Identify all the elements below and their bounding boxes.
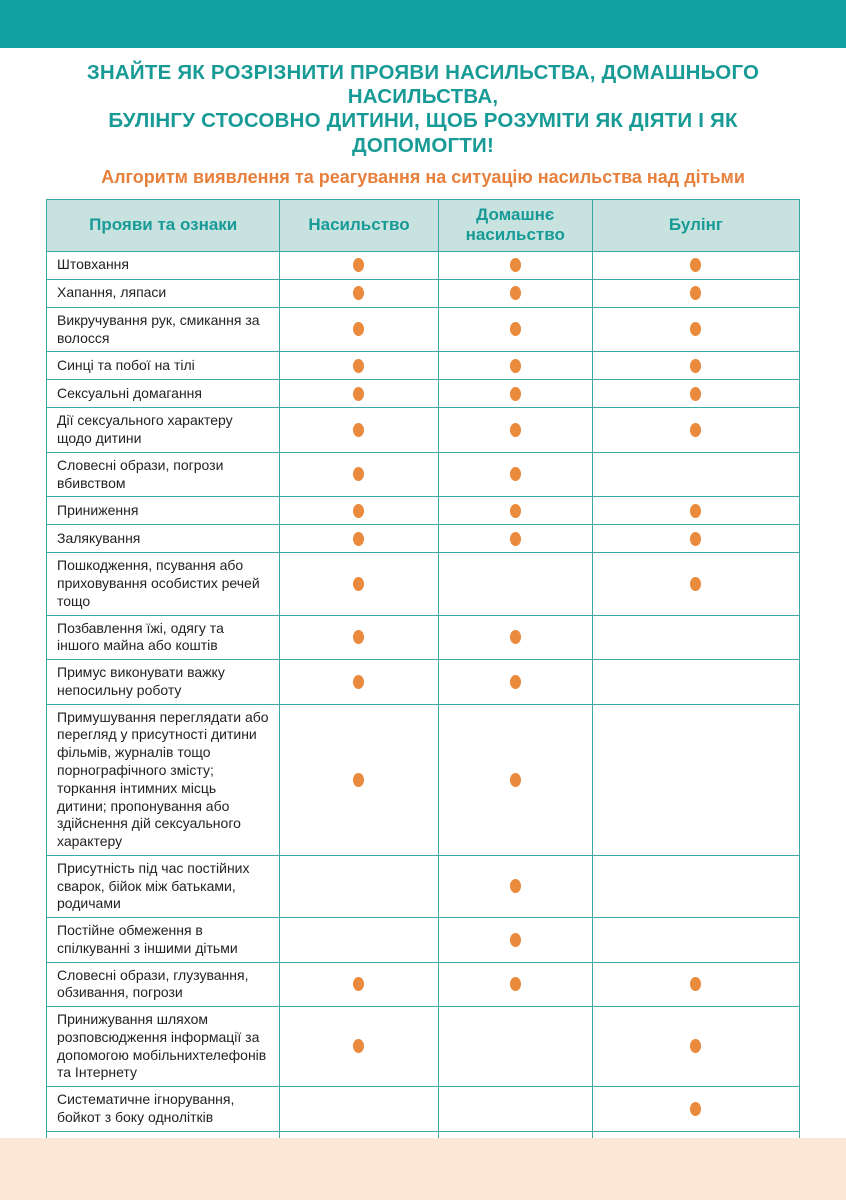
row-label: Синці та побої на тілі: [47, 352, 280, 380]
dot-marker: [690, 286, 701, 300]
row-label: Сексуальні домагання: [47, 380, 280, 408]
mark-cell-dot: [280, 307, 438, 352]
mark-cell-empty: [592, 660, 799, 705]
mark-cell-dot: [438, 660, 592, 705]
dot-marker: [690, 359, 701, 373]
dot-marker: [690, 577, 701, 591]
mark-cell-dot: [280, 962, 438, 1007]
row-label: Постійне обмеження в спілкуванні з іншими дітьми: [47, 918, 280, 963]
dot-marker: [353, 359, 364, 373]
mark-cell-dot: [592, 962, 799, 1007]
mark-cell-dot: [592, 352, 799, 380]
mark-cell-empty: [438, 1087, 592, 1132]
dot-marker: [510, 630, 521, 644]
dot-marker: [510, 322, 521, 336]
mark-cell-dot: [280, 279, 438, 307]
mark-cell-empty: [438, 1007, 592, 1087]
column-header-signs: Прояви та ознаки: [47, 199, 280, 251]
dot-marker: [353, 773, 364, 787]
table-body: [47, 251, 800, 1176]
mark-cell-dot: [280, 352, 438, 380]
mark-cell-dot: [592, 1087, 799, 1132]
dot-marker: [510, 977, 521, 991]
row-label: Приниження: [47, 497, 280, 525]
dot-marker: [690, 1102, 701, 1116]
row-label: Викручування рук, смикання за волосся: [47, 307, 280, 352]
dot-marker: [690, 423, 701, 437]
dot-marker: [510, 532, 521, 546]
mark-cell-dot: [438, 352, 592, 380]
mark-cell-dot: [280, 704, 438, 855]
table-row: [47, 279, 800, 307]
dot-marker: [690, 258, 701, 272]
mark-cell-dot: [592, 553, 799, 615]
mark-cell-dot: [592, 1007, 799, 1087]
mark-cell-empty: [592, 452, 799, 497]
table-row: [47, 704, 800, 855]
dot-marker: [353, 630, 364, 644]
mark-cell-dot: [592, 497, 799, 525]
table-row: [47, 408, 800, 453]
dot-marker: [353, 322, 364, 336]
dot-marker: [510, 504, 521, 518]
table-row: [47, 962, 800, 1007]
mark-cell-dot: [280, 1007, 438, 1087]
row-label: Позбавлення їжі, одягу та іншого майна або коштів: [47, 615, 280, 660]
mark-cell-dot: [438, 380, 592, 408]
signs-table: [46, 199, 800, 1177]
row-label: Дії сексуального характеру щодо дитини: [47, 408, 280, 453]
mark-cell-dot: [438, 408, 592, 453]
row-label: Систематичне ігнорування, бойкот з боку однолітків: [47, 1087, 280, 1132]
mark-cell-dot: [592, 525, 799, 553]
page-subtitle: Алгоритм виявлення та реагування на ситуацію насильства над дітьми: [101, 166, 745, 187]
table-row: [47, 918, 800, 963]
mark-cell-empty: [280, 918, 438, 963]
table-row: [47, 497, 800, 525]
mark-cell-dot: [280, 380, 438, 408]
row-label: Принижування шляхом розповсюдження інформації за допомогою мобільнихтелефонів та Інтернету: [47, 1007, 280, 1087]
mark-cell-dot: [592, 408, 799, 453]
mark-cell-dot: [438, 525, 592, 553]
dot-marker: [353, 504, 364, 518]
dot-marker: [690, 387, 701, 401]
column-header-bullying: Булінг: [592, 199, 799, 251]
dot-marker: [353, 286, 364, 300]
row-label: Хапання, ляпаси: [47, 279, 280, 307]
mark-cell-dot: [438, 918, 592, 963]
mark-cell-dot: [280, 408, 438, 453]
mark-cell-dot: [592, 307, 799, 352]
top-bar: [0, 0, 846, 48]
dot-marker: [510, 359, 521, 373]
row-label: Словесні образи, глузування, обзивання, погрози: [47, 962, 280, 1007]
table-row: [47, 855, 800, 917]
mark-cell-dot: [438, 279, 592, 307]
row-label: Примус виконувати важку непосильну роботу: [47, 660, 280, 705]
dot-marker: [510, 675, 521, 689]
dot-marker: [690, 977, 701, 991]
dot-marker: [510, 879, 521, 893]
table-row: [47, 251, 800, 279]
bottom-strip: [0, 1138, 846, 1200]
table-row: [47, 380, 800, 408]
row-label: Залякування: [47, 525, 280, 553]
table-row: [47, 352, 800, 380]
dot-marker: [690, 504, 701, 518]
mark-cell-dot: [592, 279, 799, 307]
mark-cell-dot: [592, 380, 799, 408]
table-row: [47, 553, 800, 615]
mark-cell-dot: [438, 615, 592, 660]
dot-marker: [510, 387, 521, 401]
mark-cell-dot: [280, 615, 438, 660]
dot-marker: [353, 423, 364, 437]
dot-marker: [510, 258, 521, 272]
dot-marker: [690, 532, 701, 546]
mark-cell-empty: [280, 1087, 438, 1132]
page-title: [46, 61, 800, 158]
page-title-line-2: БУЛІНГУ СТОСОВНО ДИТИНИ, ЩОБ РОЗУМІТИ ЯК ДІЯТИ І ЯК ДОПОМОГТИ!: [108, 109, 738, 157]
dot-marker: [353, 977, 364, 991]
mark-cell-empty: [592, 918, 799, 963]
mark-cell-dot: [438, 452, 592, 497]
mark-cell-dot: [280, 660, 438, 705]
row-label: Штовхання: [47, 251, 280, 279]
mark-cell-dot: [280, 452, 438, 497]
dot-marker: [510, 933, 521, 947]
row-label: Примушування переглядати або перегляд у присутності дитини фільмів, журналів тощо порнографічного змісту; торкання інтимних місць дитини; пропонування або здійснення дій сексуального характеру: [47, 704, 280, 855]
dot-marker: [510, 773, 521, 787]
table-row: [47, 660, 800, 705]
column-header-violence: Насильство: [280, 199, 438, 251]
table-row: [47, 525, 800, 553]
page-title-line-1: ЗНАЙТЕ ЯК РОЗРІЗНИТИ ПРОЯВИ НАСИЛЬСТВА, ДОМАШНЬОГО НАСИЛЬСТВА,: [86, 61, 760, 109]
mark-cell-empty: [592, 855, 799, 917]
mark-cell-dot: [438, 497, 592, 525]
dot-marker: [353, 258, 364, 272]
mark-cell-dot: [280, 525, 438, 553]
mark-cell-dot: [438, 251, 592, 279]
mark-cell-empty: [592, 615, 799, 660]
dot-marker: [353, 1039, 364, 1053]
mark-cell-dot: [280, 553, 438, 615]
table-row: [47, 1087, 800, 1132]
mark-cell-empty: [438, 553, 592, 615]
dot-marker: [353, 675, 364, 689]
mark-cell-dot: [438, 962, 592, 1007]
dot-marker: [510, 286, 521, 300]
content-area: [0, 61, 846, 1176]
mark-cell-dot: [438, 307, 592, 352]
mark-cell-dot: [280, 497, 438, 525]
dot-marker: [353, 467, 364, 481]
column-header-domestic-violence: Домашнє насильство: [438, 199, 592, 251]
dot-marker: [510, 467, 521, 481]
table-row: [47, 307, 800, 352]
mark-cell-dot: [438, 855, 592, 917]
dot-marker: [690, 322, 701, 336]
dot-marker: [690, 1039, 701, 1053]
dot-marker: [353, 532, 364, 546]
mark-cell-empty: [592, 704, 799, 855]
row-label: Словесні образи, погрози вбивством: [47, 452, 280, 497]
dot-marker: [510, 423, 521, 437]
row-label: Пошкодження, псування або приховування особистих речей тощо: [47, 553, 280, 615]
table-row: [47, 452, 800, 497]
table-header-row: [47, 199, 800, 251]
mark-cell-dot: [280, 251, 438, 279]
row-label: Присутність під час постійних сварок, бійок між батьками, родичами: [47, 855, 280, 917]
table-row: [47, 1007, 800, 1087]
table-row: [47, 615, 800, 660]
dot-marker: [353, 577, 364, 591]
mark-cell-dot: [592, 251, 799, 279]
mark-cell-dot: [438, 704, 592, 855]
dot-marker: [353, 387, 364, 401]
mark-cell-empty: [280, 855, 438, 917]
